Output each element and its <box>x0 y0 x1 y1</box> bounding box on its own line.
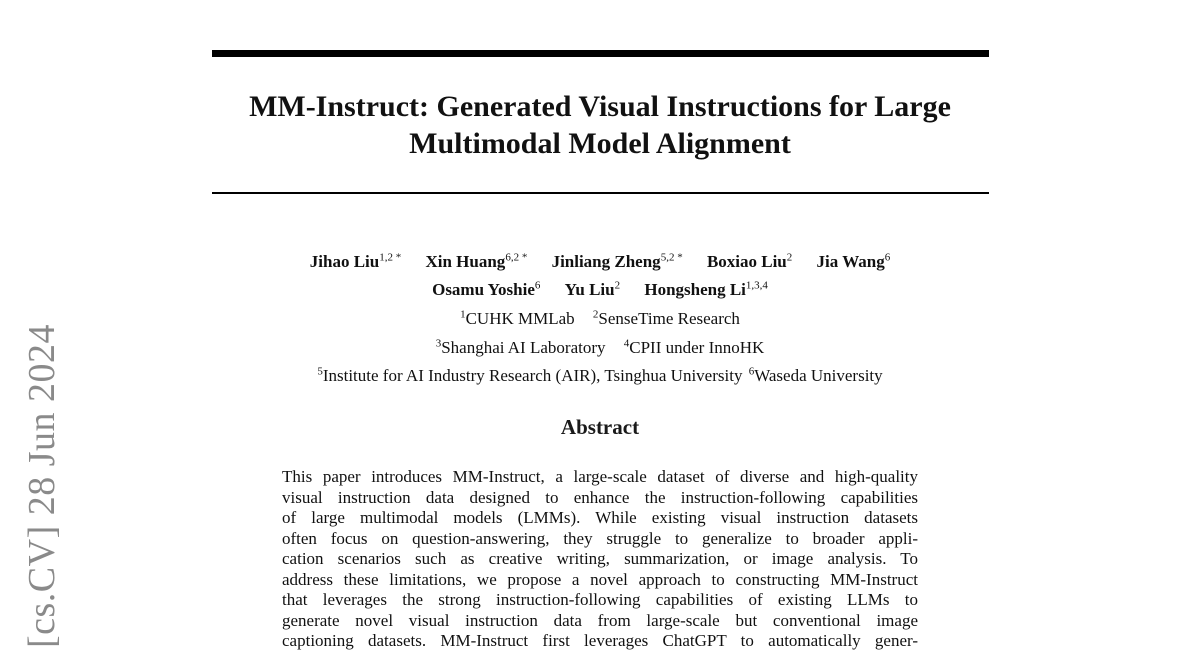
author: Xin Huang$^{6,2 *}$ <box>425 251 528 271</box>
abstract-heading: Abstract <box>560 415 640 439</box>
author: Osamu Yoshie$^6$ <box>432 279 541 300</box>
author: Jihao Liu$^{1,2 *}$ <box>309 251 402 271</box>
abstract-line: This paper introduces MM-Instruct, a large-scale dataset of diverse and high-quality <box>282 467 918 486</box>
affiliation-line <box>150 302 1050 331</box>
title-line: Multimodal Model Alignment <box>409 127 791 160</box>
affiliation: $^5$Institute for AI Industry Research (AIR), Tsinghua University <box>317 365 743 386</box>
affiliation: $^6$Waseda University <box>748 365 883 386</box>
author: Jinliang Zheng$^{5,2 *}$ <box>551 251 683 271</box>
affiliation-line <box>150 360 1050 389</box>
abstract-line: address these limitations, we propose a novel approach to constructing MM-Instruct <box>282 569 918 589</box>
abstract-line: visual instruction data designed to enhance the instruction-following capabilities <box>282 487 918 507</box>
abstract-line: generate novel visual instruction data from large-scale but conventional image <box>282 610 918 630</box>
abstract-line: cation scenarios such as creative writing, summarization, or image analysis. To <box>282 549 918 568</box>
abstract-line: captioning datasets. MM-Instruct first leverages ChatGPT to automatically gener- <box>282 631 918 650</box>
arxiv-stamp: [cs.CV] 28 Jun 2024 <box>21 323 63 648</box>
author: Jia Wang$^6$ <box>816 251 891 271</box>
abstract-line: of large multimodal models (LMMs). While existing visual instruction datasets <box>282 508 918 527</box>
title-top-rule <box>212 50 989 57</box>
abstract-body <box>282 467 918 652</box>
affiliation: $^3$Shanghai AI Laboratory <box>435 336 606 357</box>
author-line <box>150 245 1050 274</box>
abstract-line: that leverages the strong instruction-following capabilities of existing LLMs to <box>282 590 918 609</box>
title-line: MM-Instruct: Generated Visual Instructions for Large <box>249 90 951 123</box>
affiliation: $^2$SenseTime Research <box>592 308 740 328</box>
title-bottom-rule <box>212 192 989 194</box>
author: Yu Liu$^2$ <box>564 279 621 300</box>
affiliation-line <box>150 331 1050 360</box>
author: Hongsheng Li$^{1,3,4}$ <box>644 279 768 300</box>
author-block <box>150 245 1050 388</box>
author-line <box>150 274 1050 303</box>
abstract-line: often focus on question-answering, they struggle to generalize to broader appli- <box>282 528 918 548</box>
affiliation: $^1$CUHK MMLab <box>460 308 575 328</box>
affiliation: $^4$CPII under InnoHK <box>623 336 765 357</box>
paper-title <box>200 88 1000 162</box>
author: Boxiao Liu$^2$ <box>706 251 793 271</box>
